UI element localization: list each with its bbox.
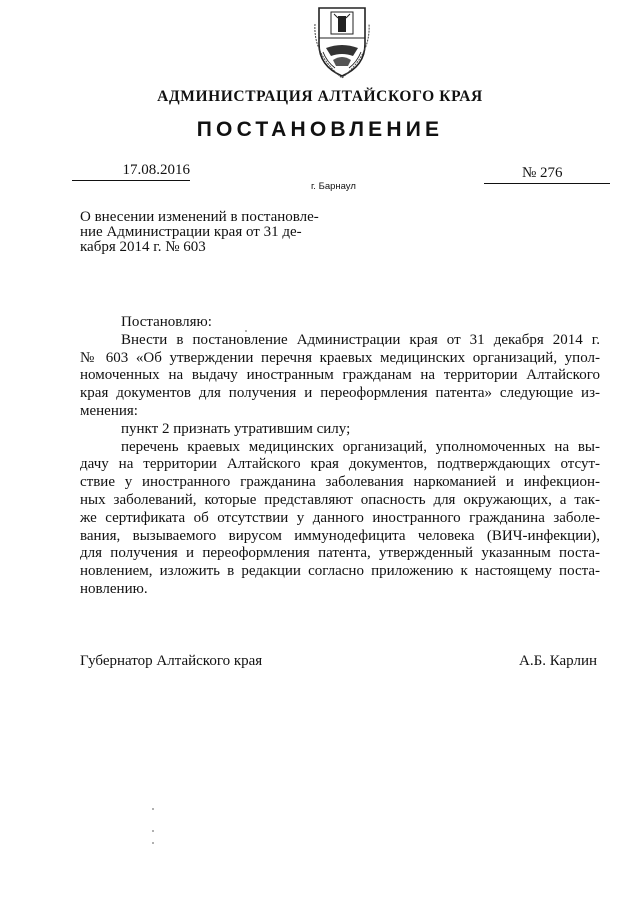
body-line: вания, вызываемого вирусом иммунодефицита человека (ВИЧ-инфекции),	[80, 527, 600, 544]
body-line: дачу на территории Алтайского края документов, подтверждающих отсут-	[80, 456, 600, 473]
document-city: г. Барнаул	[311, 181, 356, 192]
body-line: Внести в постановление Администрации края от 31 декабря 2014 г.	[121, 331, 600, 348]
signatory-position: Губернатор Алтайского края	[80, 653, 263, 669]
body-line: ных заболеваний, которые представляют опасность для окружающих, а так-	[80, 491, 600, 508]
body-line: для получения и переоформления патента, утвержденный указанным поста-	[80, 545, 600, 562]
body-line: пункт 2 признать утратившим силу;	[121, 420, 351, 437]
body-line: перечень краевых медицинских организаций, уполномоченных на вы-	[121, 438, 600, 455]
body-line: ствие у иностранного гражданина заболевания наркоманией и инфекцион-	[80, 474, 600, 491]
document-subject	[80, 210, 338, 255]
scan-speck	[152, 830, 154, 832]
body-line: новлением, изложить в редакции согласно приложению к настоящему поста-	[80, 563, 600, 580]
subject-line: О внесении изменений в постановле-	[80, 209, 319, 225]
document-number: № 276	[484, 165, 610, 184]
body-line: новлению.	[80, 580, 148, 597]
subject-line: ние Администрации края от 31 де-	[80, 224, 302, 240]
body-line: края документов для получения и переоформления патента» следующие из-	[80, 385, 600, 402]
body-line: номоченных на выдачу иностранным гражданам на территории Алтайского	[80, 367, 600, 384]
body-line: № 603 «Об утверждении перечня краевых медицинских организаций, упол-	[80, 349, 600, 366]
organization-title: АДМИНИСТРАЦИЯ АЛТАЙСКОГО КРАЯ	[157, 88, 483, 105]
scan-speck	[245, 330, 247, 332]
altai-coat-of-arms-icon	[311, 4, 373, 80]
body-line: же сертификата об отсутствии у данного иностранного гражданина заболе-	[80, 509, 600, 526]
signatory-name: А.Б. Карлин	[519, 653, 598, 669]
subject-line: кабря 2014 г. № 603	[80, 239, 206, 255]
scan-speck	[152, 808, 154, 810]
scan-speck	[152, 842, 154, 844]
document-body	[80, 314, 600, 599]
body-line: менения:	[80, 402, 138, 419]
body-line: Постановляю:	[121, 314, 212, 330]
document-date: 17.08.2016	[72, 162, 190, 181]
document-type-title: ПОСТАНОВЛЕНИЕ	[196, 118, 444, 141]
